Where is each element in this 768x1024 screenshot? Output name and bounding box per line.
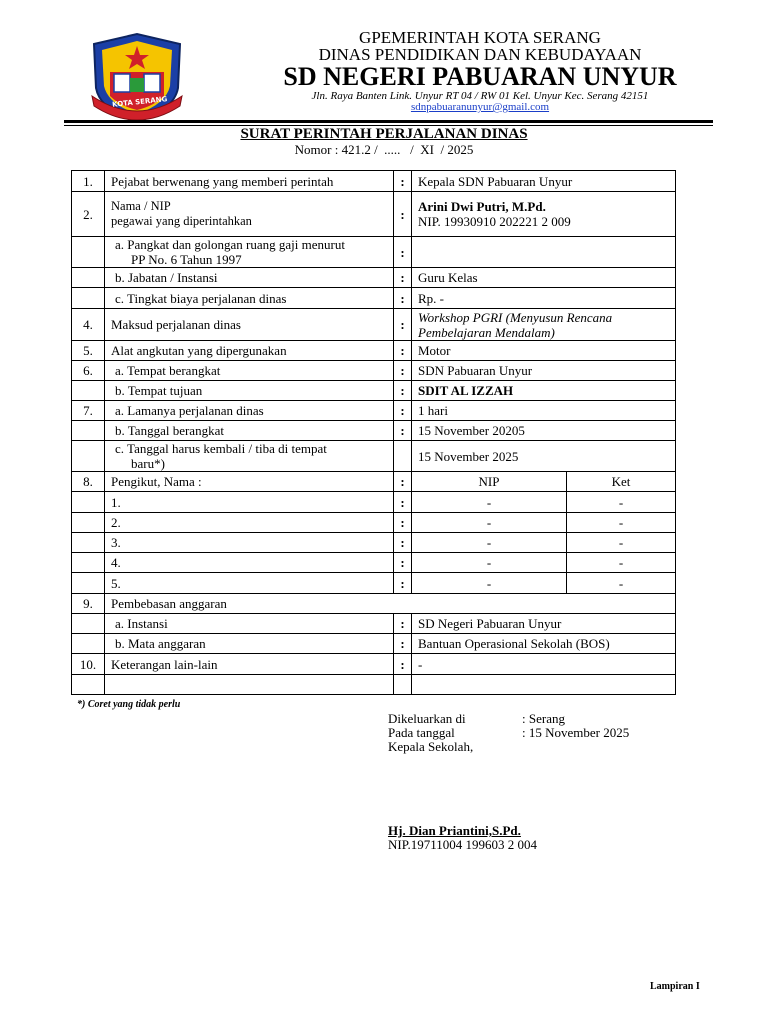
row-label: [105, 192, 394, 237]
row-value: -: [412, 654, 676, 675]
row-colon: :: [394, 553, 412, 573]
row-label: [105, 401, 394, 421]
issued-date-label: Pada tanggal: [388, 725, 455, 740]
row-label: [105, 361, 394, 381]
row-colon: :: [394, 492, 412, 513]
row-label: [105, 268, 394, 288]
row-colon: :: [394, 381, 412, 401]
header-divider-thick: [64, 120, 713, 123]
row-number: [72, 533, 105, 553]
purpose-line: Pembelajaran Mendalam): [418, 324, 555, 340]
table-row: [72, 614, 676, 634]
signer-role: Kepala Sekolah,: [388, 739, 474, 754]
row-value: 15 November 2025: [412, 441, 676, 472]
row-number: 2.: [72, 192, 105, 237]
follower-ket: -: [567, 492, 676, 513]
row-label-line: a. Pangkat dan golongan ruang gaji menurut: [115, 237, 345, 252]
row-colon: [394, 675, 412, 695]
table-row: [72, 381, 676, 401]
follower-nip: -: [412, 553, 567, 573]
table-row: [72, 492, 676, 513]
row-number: [72, 513, 105, 533]
follower-ket: -: [567, 573, 676, 594]
purpose-line: Workshop PGRI (Menyusun Rencana: [418, 309, 613, 325]
attachment-label: Lampiran I: [650, 981, 700, 992]
follower-ket: -: [567, 533, 676, 553]
row-value: Bantuan Operasional Sekolah (BOS): [412, 634, 676, 654]
row-number: 4.: [72, 309, 105, 341]
row-colon: :: [394, 654, 412, 675]
row-number: 8.: [72, 472, 105, 492]
row-value: Motor: [412, 341, 676, 361]
row-value: Kepala SDN Pabuaran Unyur: [412, 171, 676, 192]
row-number: [72, 288, 105, 309]
row-label: [105, 634, 394, 654]
row-colon: :: [394, 171, 412, 192]
row-colon: :: [394, 192, 412, 237]
row-value: [412, 237, 676, 268]
row-number: [72, 675, 105, 695]
row-label-line: c. Tanggal harus kembali / tiba di tempat: [115, 441, 327, 456]
row-value: 15 November 20205: [412, 421, 676, 441]
table-row: [72, 309, 676, 341]
row-colon: :: [394, 472, 412, 492]
row-label: Maksud perjalanan dinas: [105, 309, 394, 341]
header-email-link[interactable]: sdnpabuaranunyur@gmail.com: [410, 101, 550, 113]
row-colon: :: [394, 341, 412, 361]
table-row: [72, 553, 676, 573]
row-number: [72, 381, 105, 401]
table-row: [72, 288, 676, 309]
row-number: [72, 421, 105, 441]
row-number: 10.: [72, 654, 105, 675]
row-label: [105, 441, 394, 472]
follower-number: 4.: [105, 553, 394, 573]
table-row: [72, 675, 676, 695]
row-colon: :: [394, 309, 412, 341]
row-colon: :: [394, 573, 412, 594]
row-value: SD Negeri Pabuaran Unyur: [412, 614, 676, 634]
row-label-line: b. Mata anggaran: [115, 636, 206, 651]
issued-date-value: : 15 November 2025: [522, 725, 630, 740]
follower-number: 5.: [105, 573, 394, 594]
table-row: [72, 594, 676, 614]
row-colon: :: [394, 268, 412, 288]
table-row: [72, 268, 676, 288]
row-number: [72, 237, 105, 268]
row-value: SDN Pabuaran Unyur: [412, 361, 676, 381]
follower-nip: -: [412, 513, 567, 533]
row-label-line: b. Tempat tujuan: [115, 383, 203, 398]
row-label: Pejabat berwenang yang memberi perintah: [105, 171, 394, 192]
row-number: 6.: [72, 361, 105, 381]
row-number: 9.: [72, 594, 105, 614]
follower-nip: -: [412, 533, 567, 553]
follower-number: 1.: [105, 492, 394, 513]
document-number: Nomor : 421.2 / ..... / XI / 2025: [294, 142, 474, 157]
row-number: 7.: [72, 401, 105, 421]
row-colon: :: [394, 361, 412, 381]
issued-place-label: Dikeluarkan di: [388, 711, 466, 726]
table-row: [72, 192, 676, 237]
row-label: [105, 675, 394, 695]
table-row: [72, 237, 676, 268]
follower-nip: -: [412, 573, 567, 594]
row-value: [412, 192, 676, 237]
follower-ket: -: [567, 513, 676, 533]
row-label-line: PP No. 6 Tahun 1997: [131, 252, 242, 267]
row-label-line: a. Lamanya perjalanan dinas: [115, 403, 264, 418]
row-label: Pengikut, Nama :: [105, 472, 394, 492]
header-government: GPEMERINTAH KOTA SERANG: [359, 28, 601, 47]
employee-name: Arini Dwi Putri, M.Pd.: [418, 199, 546, 214]
row-number: [72, 268, 105, 288]
row-label-line: b. Tanggal berangkat: [115, 423, 224, 438]
row-value: Rp. -: [412, 288, 676, 309]
city-logo: [84, 30, 190, 126]
row-label: [105, 421, 394, 441]
row-label-line: baru*): [131, 456, 165, 471]
row-label: [105, 614, 394, 634]
table-row: [72, 654, 676, 675]
row-value: [412, 309, 676, 341]
row-number: 5.: [72, 341, 105, 361]
row-label-line: c. Tingkat biaya perjalanan dinas: [115, 290, 287, 306]
table-row: [72, 533, 676, 553]
header-school-name: SD NEGERI PABUARAN UNYUR: [283, 62, 677, 91]
row-label: Pembebasan anggaran: [105, 594, 676, 614]
follower-nip: -: [412, 492, 567, 513]
row-label: [105, 381, 394, 401]
row-colon: :: [394, 237, 412, 268]
row-number: [72, 634, 105, 654]
row-label-line: b. Jabatan / Instansi: [115, 270, 218, 285]
table-row: [72, 341, 676, 361]
row-colon: :: [394, 513, 412, 533]
table-row: [72, 441, 676, 472]
table-row: [72, 421, 676, 441]
row-number: 1.: [72, 171, 105, 192]
row-label-line: pegawai yang diperintahkan: [111, 214, 252, 228]
signer-nip: NIP.19711004 199603 2 004: [388, 837, 538, 852]
row-colon: :: [394, 634, 412, 654]
row-colon: :: [394, 533, 412, 553]
table-row: [72, 634, 676, 654]
ket-header: Ket: [567, 472, 676, 492]
row-value: 1 hari: [412, 401, 676, 421]
row-label-line: Nama / NIP: [111, 199, 171, 213]
row-value: Guru Kelas: [412, 268, 676, 288]
row-label: [105, 288, 394, 309]
table-row: [72, 361, 676, 381]
row-label: [105, 237, 394, 268]
row-number: [72, 492, 105, 513]
row-number: [72, 573, 105, 594]
issued-place-value: : Serang: [522, 711, 565, 726]
employee-nip: NIP. 19930910 202221 2 009: [418, 214, 571, 229]
follower-ket: -: [567, 553, 676, 573]
table-row: [72, 472, 676, 492]
row-number: [72, 553, 105, 573]
nip-header: NIP: [412, 472, 567, 492]
row-number: [72, 614, 105, 634]
row-colon: :: [394, 421, 412, 441]
header-department: DINAS PENDIDIKAN DAN KEBUDAYAAN: [318, 45, 642, 64]
row-colon: :: [394, 614, 412, 634]
table-row: [72, 171, 676, 192]
row-label: Keterangan lain-lain: [105, 654, 394, 675]
travel-order-table: [71, 170, 676, 695]
row-value: SDIT AL IZZAH: [412, 381, 676, 401]
document-title: SURAT PERINTAH PERJALANAN DINAS: [240, 126, 528, 142]
table-row: [72, 401, 676, 421]
logo-text: KOTA SERANG: [111, 95, 168, 109]
row-number: [72, 441, 105, 472]
follower-number: 2.: [105, 513, 394, 533]
row-label-line: a. Tempat berangkat: [115, 363, 221, 378]
row-colon: :: [394, 288, 412, 309]
row-colon: [394, 441, 412, 472]
footnote: *) Coret yang tidak perlu: [77, 699, 181, 710]
follower-number: 3.: [105, 533, 394, 553]
signer-name: Hj. Dian Priantini,S.Pd.: [388, 823, 521, 838]
header-address: Jln. Raya Banten Link. Unyur RT 04 / RW 01 Kel. Unyur Kec. Serang 42151: [311, 90, 649, 102]
table-row: [72, 573, 676, 594]
row-label-line: a. Instansi: [115, 616, 168, 631]
row-value: [412, 675, 676, 695]
row-label: Alat angkutan yang dipergunakan: [105, 341, 394, 361]
table-row: [72, 513, 676, 533]
row-colon: :: [394, 401, 412, 421]
